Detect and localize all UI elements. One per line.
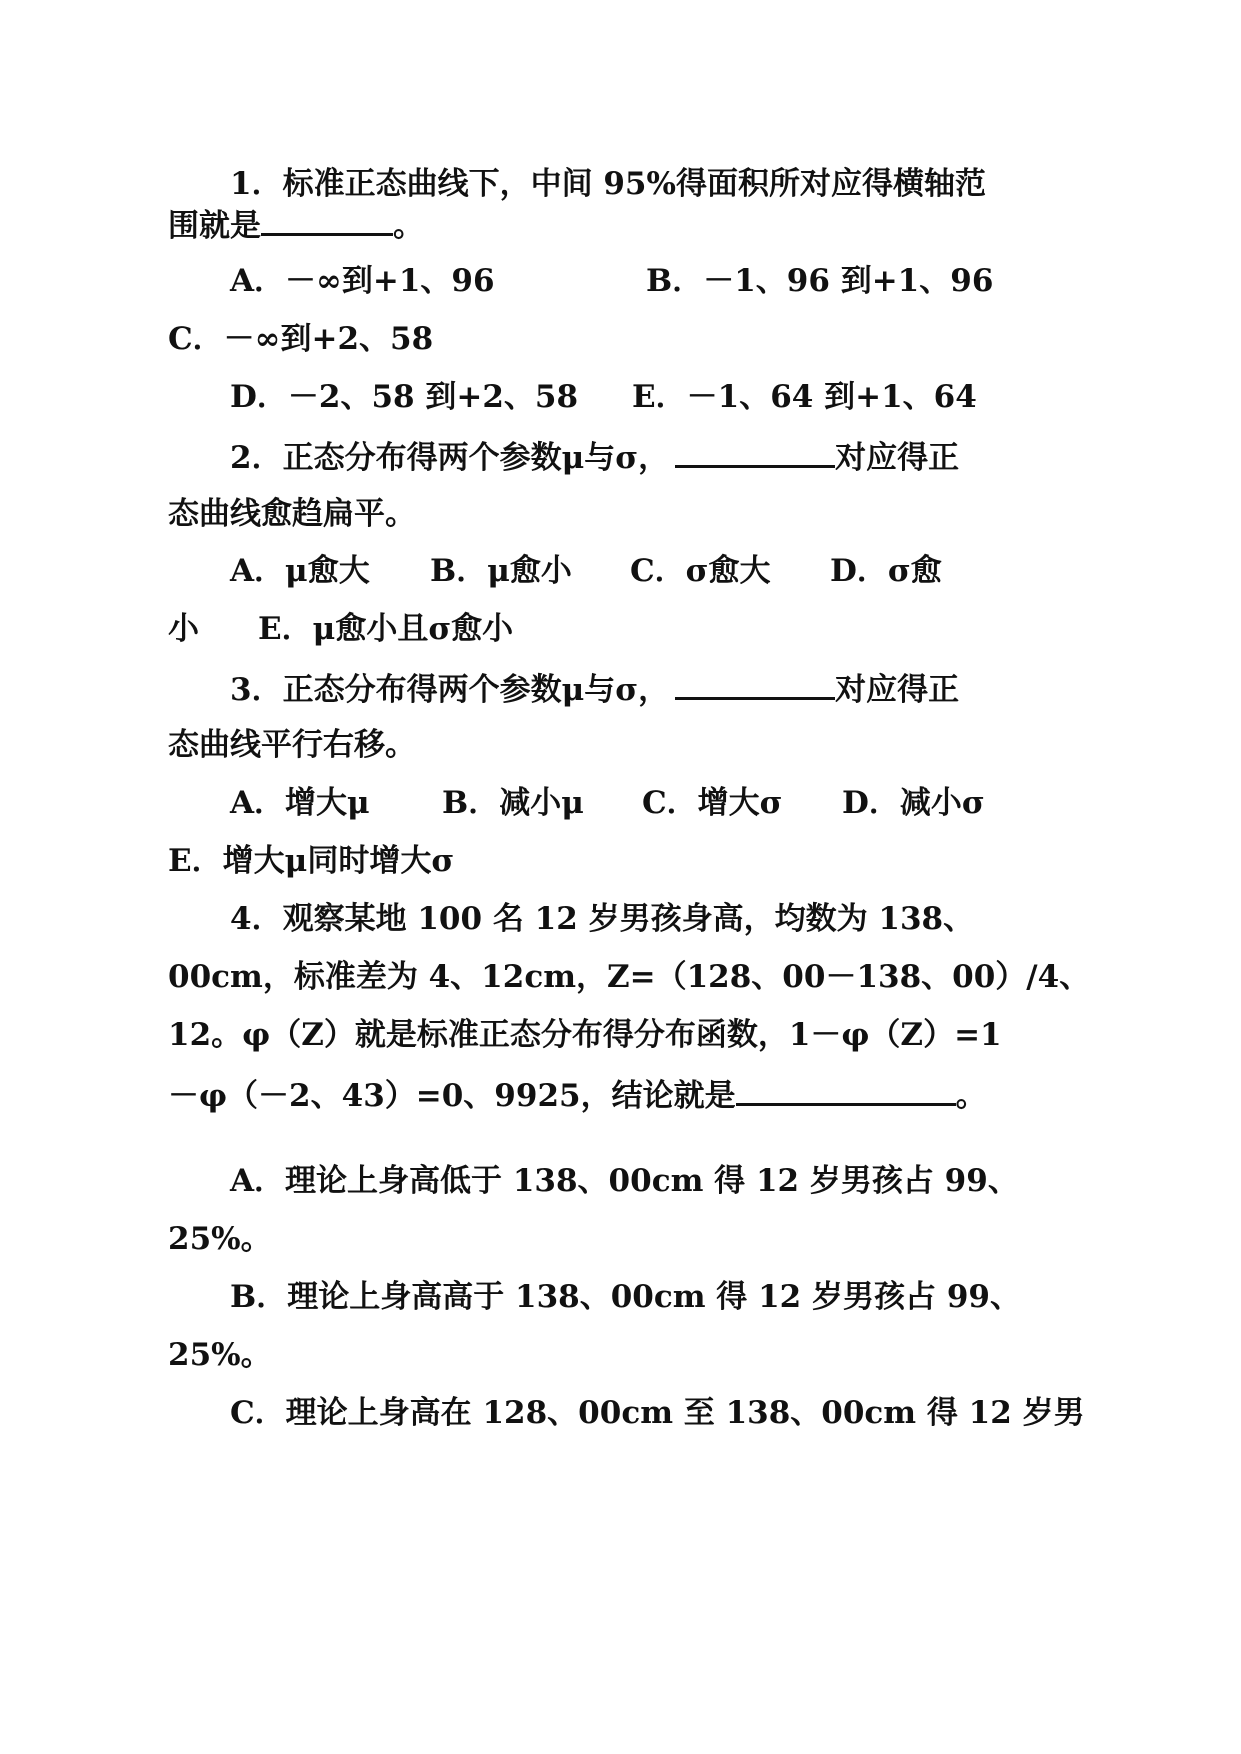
q4-stem-line1: 4．观察某地 100 名 12 岁男孩身高，均数为 138、: [230, 901, 975, 937]
q1-stem-text: 围就是: [168, 208, 261, 244]
q3-option-a: A．增大μ: [230, 785, 370, 821]
q2-option-d: D．σ愈: [830, 553, 942, 589]
q2-stem-line1: [230, 435, 959, 478]
q2-option-d-cont: 小: [168, 611, 199, 647]
q3-stem-line2: 态曲线平行右移。: [168, 727, 416, 763]
q2-stem-cont: 对应得正: [835, 440, 960, 476]
q2-option-c: C．σ愈大: [630, 553, 771, 589]
q1-answer-blank: [261, 203, 393, 236]
q4-option-b-line1: B．理论上身高高于 138、00cm 得 12 岁男孩占 99、: [230, 1279, 1021, 1315]
q4-answer-blank: [736, 1073, 956, 1106]
q4-stem-end: 。: [955, 1078, 987, 1114]
q2-option-b: B．μ愈小: [430, 553, 572, 589]
q4-stem-text: －φ（－2、43）=0、9925，结论就是: [168, 1078, 736, 1114]
q2-stem-text: 2．正态分布得两个参数μ与σ，: [230, 440, 670, 476]
q2-option-e: E．μ愈小且σ愈小: [258, 611, 514, 647]
q4-option-a-line1: A．理论上身高低于 138、00cm 得 12 岁男孩占 99、: [230, 1163, 1019, 1199]
q3-stem-line1: [230, 667, 959, 710]
q1-stem-line1: 1．标准正态曲线下，中间 95%得面积所对应得横轴范: [230, 166, 986, 202]
q1-option-d: D．－2、58 到+2、58: [230, 379, 579, 415]
q1-option-c: C．－∞到+2、58: [168, 321, 434, 357]
q3-answer-blank: [675, 667, 835, 700]
q3-option-b: B．减小μ: [442, 785, 584, 821]
q2-stem-line2: 态曲线愈趋扁平。: [168, 496, 416, 532]
q1-stem-end: 。: [393, 208, 424, 244]
q2-answer-blank: [675, 435, 835, 468]
q4-option-b-line2: 25%。: [168, 1337, 272, 1373]
q1-option-a: A．－∞到+1、96: [230, 263, 495, 299]
q3-option-e: E．增大μ同时增大σ: [168, 843, 455, 879]
q4-stem-line3: 12。φ（Z）就是标准正态分布得分布函数，1－φ（Z）=1: [168, 1017, 1002, 1053]
q3-option-c: C．增大σ: [642, 785, 783, 821]
q4-stem-line4: [168, 1073, 987, 1116]
q3-stem-text: 3．正态分布得两个参数μ与σ，: [230, 672, 670, 708]
q4-option-c-line1: C．理论上身高在 128、00cm 至 138、00cm 得 12 岁男: [230, 1395, 1085, 1431]
q4-stem-line2: 00cm，标准差为 4、12cm，Z=（128、00－138、00）/4、: [168, 959, 1091, 995]
q2-option-a: A．μ愈大: [230, 553, 370, 589]
q3-stem-cont: 对应得正: [835, 672, 960, 708]
q1-stem-line2: [168, 203, 424, 246]
q3-option-d: D．减小σ: [842, 785, 985, 821]
q4-option-a-line2: 25%。: [168, 1221, 272, 1257]
q1-option-b: B．－1、96 到+1、96: [646, 263, 994, 299]
q1-option-e: E．－1、64 到+1、64: [632, 379, 977, 415]
